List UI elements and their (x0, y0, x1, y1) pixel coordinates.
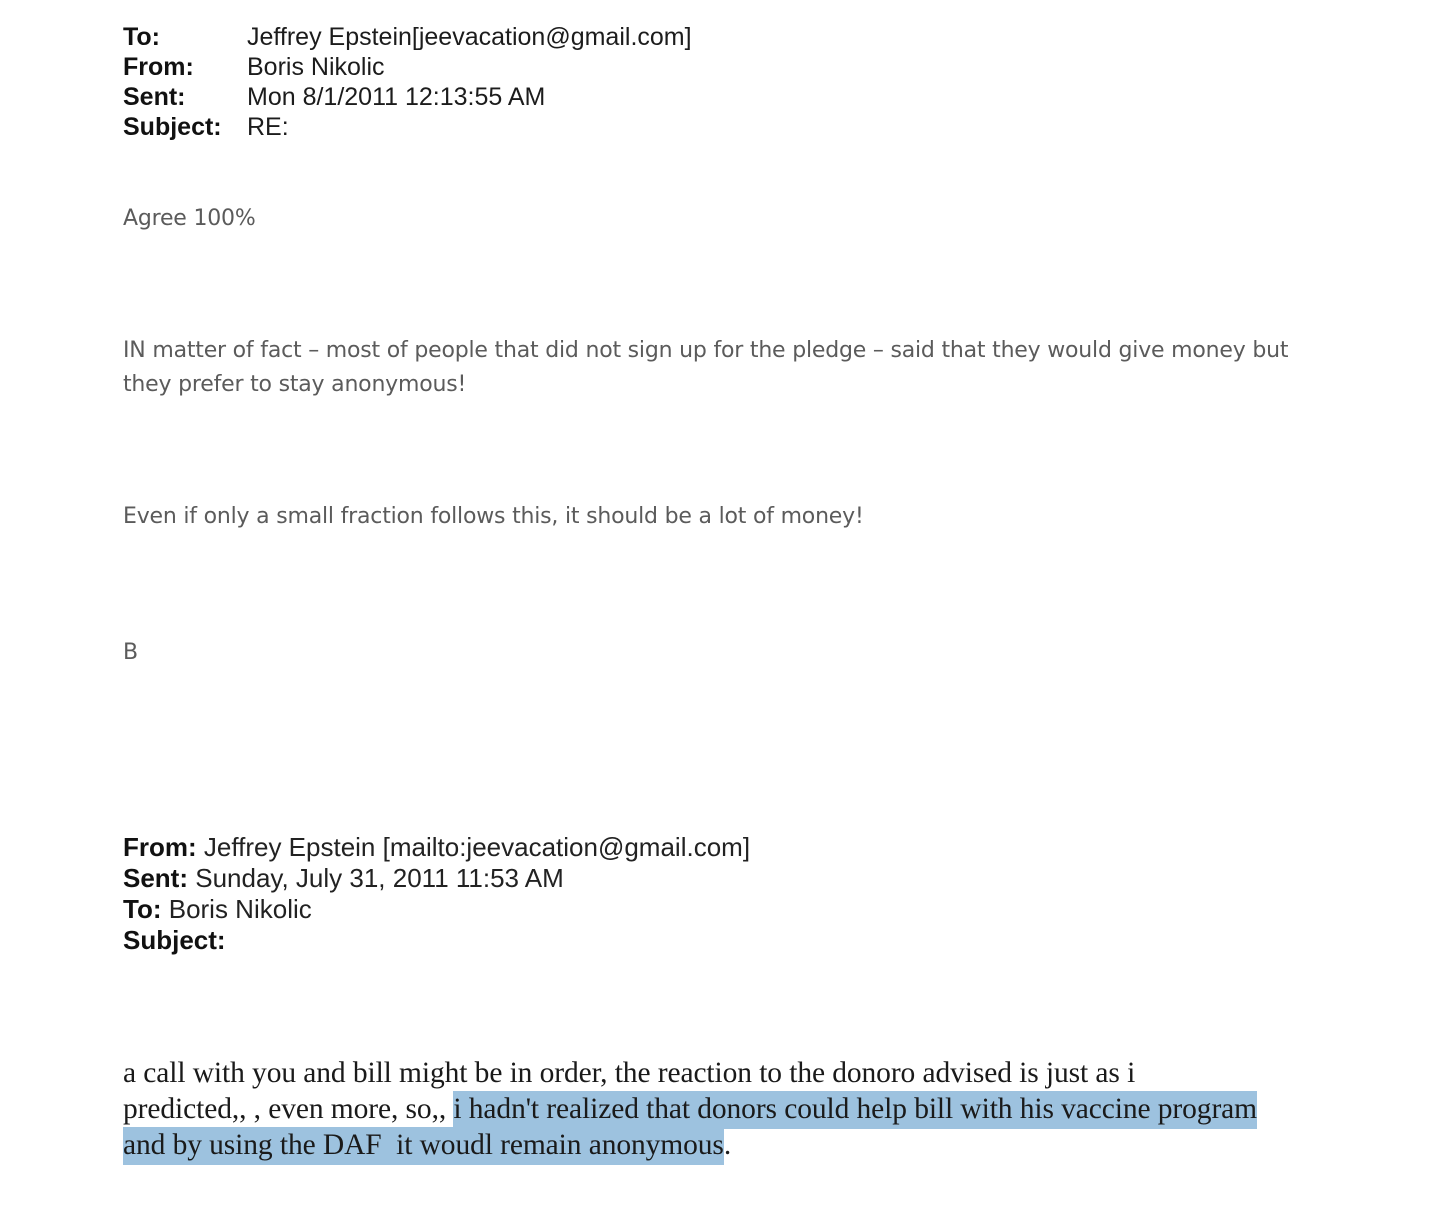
quoted-body-line-3 (123, 1127, 1323, 1163)
text-selection-highlight-2[interactable]: and by using the DAF it woudl remain anonymous (123, 1127, 724, 1165)
quoted-to-label: To: (123, 894, 162, 924)
to-label: To: (123, 23, 161, 51)
quoted-line-2-plain: predicted,, , even more, so,, (123, 1093, 454, 1125)
sent-value: Mon 8/1/2011 12:13:55 AM (247, 83, 546, 111)
body-paragraph-agree: Agree 100% (123, 206, 256, 231)
quoted-body (123, 1055, 1323, 1163)
header-to-row (123, 22, 692, 52)
to-value: Jeffrey Epstein[jeevacation@gmail.com] (247, 23, 692, 51)
quoted-body-line-2 (123, 1091, 1323, 1127)
quoted-body-line-1 (123, 1055, 1323, 1091)
header-sent-row (123, 82, 692, 112)
header-subject-row (123, 112, 692, 142)
email-header (123, 22, 692, 142)
quoted-from-value: Jeffrey Epstein [mailto:jeevacation@gmail.com] (196, 832, 751, 862)
sent-label: Sent: (123, 83, 186, 111)
quoted-line-3-plain: . (723, 1129, 732, 1161)
header-from-row (123, 52, 692, 82)
quoted-subject-row (123, 925, 750, 956)
quoted-sent-value: Sunday, July 31, 2011 11:53 AM (188, 863, 564, 893)
subject-value: RE: (247, 113, 289, 141)
body-paragraph-fact: IN matter of fact – most of people that did not sign up for the pledge – said that they would give money but they prefer to stay anonymous! (123, 338, 1289, 397)
quoted-email-header (123, 832, 750, 956)
text-selection-highlight-1[interactable]: i hadn't realized that donors could help bill with his vaccine program (453, 1091, 1257, 1129)
quoted-sent-row (123, 863, 750, 894)
quoted-line-1-text: a call with you and bill might be in order, the reaction to the donoro advised is just as i (123, 1057, 1136, 1089)
quoted-from-row (123, 832, 750, 863)
quoted-to-row (123, 894, 750, 925)
body-signature: B (123, 640, 138, 665)
body-paragraph-even: Even if only a small fraction follows this, it should be a lot of money! (123, 504, 864, 529)
quoted-to-value: Boris Nikolic (161, 894, 312, 924)
from-label: From: (123, 53, 194, 81)
from-value: Boris Nikolic (247, 53, 385, 81)
quoted-from-label: From: (123, 832, 197, 862)
quoted-subject-label: Subject: (123, 925, 226, 955)
quoted-sent-label: Sent: (123, 863, 188, 893)
subject-label: Subject: (123, 113, 222, 141)
